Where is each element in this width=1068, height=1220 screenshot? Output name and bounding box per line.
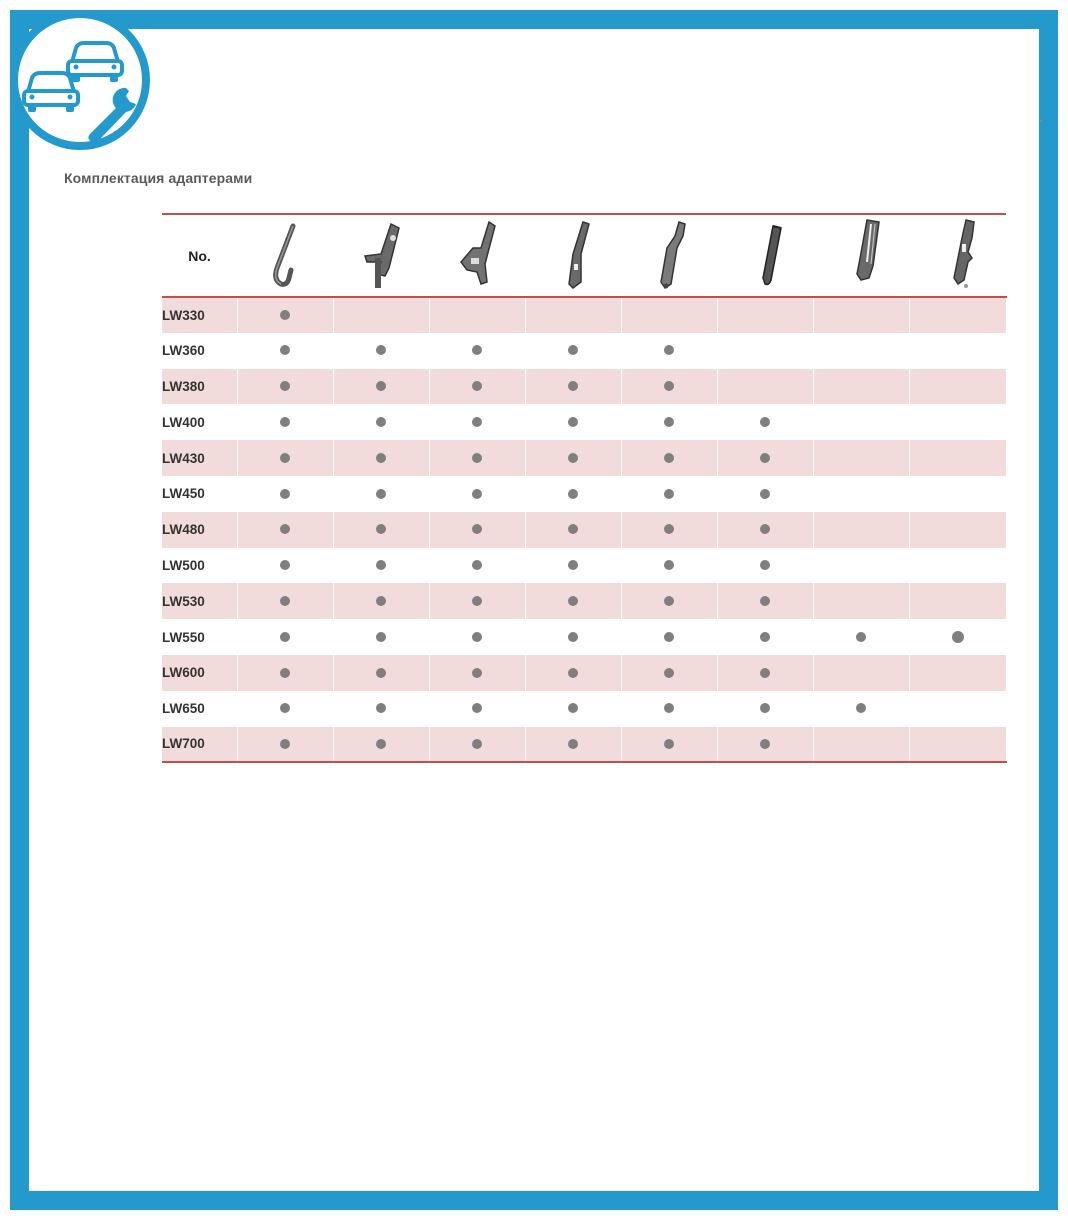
fit-cell: [429, 512, 525, 548]
fit-cell: [909, 691, 1006, 727]
car-service-logo-icon: [6, 6, 156, 156]
fit-cell: [813, 369, 909, 405]
compatibility-dot: [472, 453, 482, 463]
fit-cell: [909, 476, 1006, 512]
fit-cell: [525, 619, 621, 655]
compatibility-dot: [568, 560, 578, 570]
fit-cell: [909, 404, 1006, 440]
compatibility-dot: [280, 381, 290, 391]
compatibility-dot: [952, 631, 964, 643]
compatibility-dot: [472, 668, 482, 678]
table-row: [162, 404, 1006, 440]
fit-cell: [813, 727, 909, 763]
u-hook-adapter-icon: [255, 218, 315, 294]
compatibility-dot: [664, 668, 674, 678]
model-cell: LW400: [162, 404, 237, 440]
compatibility-dot: [472, 381, 482, 391]
model-cell: LW700: [162, 727, 237, 763]
fit-cell: [717, 512, 813, 548]
compatibility-dot: [664, 560, 674, 570]
fit-cell: [429, 548, 525, 584]
fit-cell: [621, 619, 717, 655]
compatibility-dot: [664, 345, 674, 355]
pin-lock-adapter-icon: [735, 218, 795, 294]
model-cell: LW480: [162, 512, 237, 548]
fit-cell: [237, 583, 333, 619]
fit-cell: [333, 619, 429, 655]
fit-cell: [333, 440, 429, 476]
fit-cell: [333, 691, 429, 727]
compatibility-dot: [664, 453, 674, 463]
fit-cell: [429, 655, 525, 691]
fit-cell: [909, 512, 1006, 548]
compatibility-dot: [472, 632, 482, 642]
compatibility-dot: [760, 560, 770, 570]
fit-cell: [621, 333, 717, 369]
fit-cell: [813, 297, 909, 333]
side-pin-adapter-icon: [351, 218, 411, 294]
compatibility-dot: [280, 453, 290, 463]
compatibility-dot: [568, 453, 578, 463]
compatibility-dot: [376, 632, 386, 642]
compatibility-dot: [376, 524, 386, 534]
fit-cell: [429, 691, 525, 727]
fit-cell: [909, 369, 1006, 405]
model-cell: LW650: [162, 691, 237, 727]
fit-cell: [813, 440, 909, 476]
bayonet-adapter-icon: [447, 218, 507, 294]
fit-cell: [909, 619, 1006, 655]
compatibility-dot: [472, 739, 482, 749]
model-cell: LW550: [162, 619, 237, 655]
compatibility-dot: [856, 703, 866, 713]
compatibility-dot: [472, 560, 482, 570]
compatibility-dot: [376, 560, 386, 570]
fit-cell: [909, 297, 1006, 333]
compatibility-dot: [280, 632, 290, 642]
compatibility-dot: [376, 596, 386, 606]
compatibility-dot: [760, 703, 770, 713]
fit-cell: [621, 404, 717, 440]
fit-cell: [717, 476, 813, 512]
fit-cell: [717, 333, 813, 369]
compatibility-dot: [280, 739, 290, 749]
fit-cell: [621, 583, 717, 619]
fit-cell: [333, 512, 429, 548]
table-row: [162, 691, 1006, 727]
compatibility-dot: [376, 739, 386, 749]
fit-cell: [237, 727, 333, 763]
fit-cell: [525, 727, 621, 763]
fit-cell: [237, 404, 333, 440]
fit-cell: [909, 333, 1006, 369]
fit-cell: [525, 548, 621, 584]
table-row: [162, 583, 1006, 619]
fit-cell: [621, 548, 717, 584]
fit-cell: [621, 512, 717, 548]
fit-cell: [525, 583, 621, 619]
fit-cell: [621, 691, 717, 727]
model-cell: LW360: [162, 333, 237, 369]
fit-cell: [717, 583, 813, 619]
table-row: [162, 333, 1006, 369]
compatibility-dot: [568, 596, 578, 606]
fit-cell: [333, 476, 429, 512]
compatibility-dot: [472, 345, 482, 355]
fit-cell: [525, 369, 621, 405]
table-row: [162, 297, 1006, 333]
fit-cell: [717, 297, 813, 333]
fit-cell: [237, 369, 333, 405]
column-header-adapter-2: [333, 214, 429, 297]
compatibility-dot: [280, 489, 290, 499]
column-header-adapter-1: [237, 214, 333, 297]
compatibility-dot: [664, 632, 674, 642]
compatibility-dot: [760, 632, 770, 642]
push-button-adapter-icon: [928, 218, 988, 294]
fit-cell: [909, 727, 1006, 763]
fit-cell: [813, 655, 909, 691]
fit-cell: [717, 619, 813, 655]
column-header-no: No.: [162, 214, 237, 297]
fit-cell: [717, 548, 813, 584]
fit-cell: [525, 297, 621, 333]
fit-cell: [333, 655, 429, 691]
compatibility-dot: [376, 703, 386, 713]
column-header-adapter-3: [429, 214, 525, 297]
fit-cell: [621, 440, 717, 476]
compatibility-dot: [760, 739, 770, 749]
fit-cell: [237, 333, 333, 369]
column-header-adapter-6: [717, 214, 813, 297]
compatibility-dot: [568, 632, 578, 642]
compatibility-dot: [664, 739, 674, 749]
compatibility-dot: [280, 417, 290, 427]
fit-cell: [237, 691, 333, 727]
fit-cell: [717, 440, 813, 476]
fit-cell: [525, 333, 621, 369]
fit-cell: [333, 297, 429, 333]
fit-cell: [717, 404, 813, 440]
side-lock-adapter-icon: [831, 218, 891, 294]
fit-cell: [813, 583, 909, 619]
fit-cell: [525, 655, 621, 691]
compatibility-dot: [664, 596, 674, 606]
fit-cell: [525, 404, 621, 440]
fit-cell: [909, 548, 1006, 584]
fit-cell: [333, 583, 429, 619]
fit-cell: [237, 476, 333, 512]
model-cell: LW450: [162, 476, 237, 512]
fit-cell: [237, 297, 333, 333]
page-caption: Комплектация адаптерами: [64, 170, 253, 186]
slim-top-adapter-icon: [639, 218, 699, 294]
fit-cell: [525, 476, 621, 512]
fit-cell: [621, 727, 717, 763]
table-row: [162, 727, 1006, 763]
compatibility-dot: [760, 453, 770, 463]
fit-cell: [429, 583, 525, 619]
adapter-compatibility-table: [162, 213, 1007, 763]
fit-cell: [717, 369, 813, 405]
table-row: [162, 476, 1006, 512]
column-header-adapter-7: [813, 214, 909, 297]
compatibility-dot: [568, 703, 578, 713]
column-header-adapter-5: [621, 214, 717, 297]
compatibility-dot: [568, 417, 578, 427]
fit-cell: [813, 333, 909, 369]
fit-cell: [333, 333, 429, 369]
fit-cell: [813, 512, 909, 548]
fit-cell: [621, 655, 717, 691]
fit-cell: [525, 691, 621, 727]
table-row: [162, 548, 1006, 584]
fit-cell: [429, 333, 525, 369]
compatibility-dot: [280, 668, 290, 678]
fit-cell: [429, 404, 525, 440]
fit-cell: [909, 583, 1006, 619]
fit-cell: [621, 476, 717, 512]
compatibility-dot: [568, 524, 578, 534]
model-cell: LW500: [162, 548, 237, 584]
fit-cell: [237, 440, 333, 476]
compatibility-dot: [472, 524, 482, 534]
fit-cell: [429, 619, 525, 655]
compatibility-dot: [760, 668, 770, 678]
model-cell: LW430: [162, 440, 237, 476]
fit-cell: [333, 369, 429, 405]
column-header-adapter-4: [525, 214, 621, 297]
fit-cell: [237, 512, 333, 548]
model-cell: LW380: [162, 369, 237, 405]
compatibility-dot: [760, 417, 770, 427]
compatibility-dot: [568, 739, 578, 749]
flat-blade-adapter-icon: [543, 218, 603, 294]
compatibility-dot: [664, 417, 674, 427]
compatibility-dot: [664, 703, 674, 713]
compatibility-dot: [280, 310, 290, 320]
fit-cell: [333, 727, 429, 763]
fit-cell: [429, 440, 525, 476]
table-header: [162, 214, 1006, 297]
compatibility-dot: [472, 703, 482, 713]
fit-cell: [525, 512, 621, 548]
compatibility-dot: [376, 489, 386, 499]
compatibility-dot: [280, 524, 290, 534]
compatibility-dot: [568, 489, 578, 499]
fit-cell: [717, 727, 813, 763]
table-row: [162, 440, 1006, 476]
fit-cell: [237, 619, 333, 655]
fit-cell: [813, 691, 909, 727]
compatibility-dot: [376, 417, 386, 427]
column-header-adapter-8: [909, 214, 1006, 297]
fit-cell: [813, 619, 909, 655]
compatibility-dot: [280, 596, 290, 606]
model-cell: LW330: [162, 297, 237, 333]
fit-cell: [333, 404, 429, 440]
compatibility-dot: [760, 524, 770, 534]
compatibility-dot: [472, 489, 482, 499]
fit-cell: [621, 369, 717, 405]
compatibility-dot: [664, 524, 674, 534]
model-cell: LW600: [162, 655, 237, 691]
compatibility-dot: [376, 381, 386, 391]
compatibility-dot: [664, 489, 674, 499]
compatibility-dot: [856, 632, 866, 642]
fit-cell: [909, 440, 1006, 476]
fit-cell: [333, 548, 429, 584]
compatibility-dot: [760, 596, 770, 606]
compatibility-dot: [664, 381, 674, 391]
compatibility-dot: [760, 489, 770, 499]
fit-cell: [429, 476, 525, 512]
stray-mark: [1040, 120, 1042, 122]
compatibility-dot: [472, 596, 482, 606]
fit-cell: [813, 548, 909, 584]
fit-cell: [237, 548, 333, 584]
compatibility-dot: [280, 560, 290, 570]
compatibility-dot: [376, 453, 386, 463]
table-body: [162, 297, 1006, 762]
compatibility-dot: [280, 345, 290, 355]
compatibility-dot: [568, 381, 578, 391]
compatibility-dot: [376, 668, 386, 678]
compatibility-dot: [280, 703, 290, 713]
model-cell: LW530: [162, 583, 237, 619]
fit-cell: [237, 655, 333, 691]
compatibility-dot: [376, 345, 386, 355]
table-row: [162, 655, 1006, 691]
compatibility-dot: [568, 668, 578, 678]
compatibility-dot: [568, 345, 578, 355]
fit-cell: [525, 440, 621, 476]
fit-cell: [813, 476, 909, 512]
table-row: [162, 512, 1006, 548]
fit-cell: [429, 727, 525, 763]
compatibility-dot: [472, 417, 482, 427]
table-row: [162, 369, 1006, 405]
fit-cell: [429, 297, 525, 333]
fit-cell: [621, 297, 717, 333]
table-row: [162, 619, 1006, 655]
fit-cell: [813, 404, 909, 440]
fit-cell: [717, 655, 813, 691]
fit-cell: [717, 691, 813, 727]
fit-cell: [429, 369, 525, 405]
fit-cell: [909, 655, 1006, 691]
